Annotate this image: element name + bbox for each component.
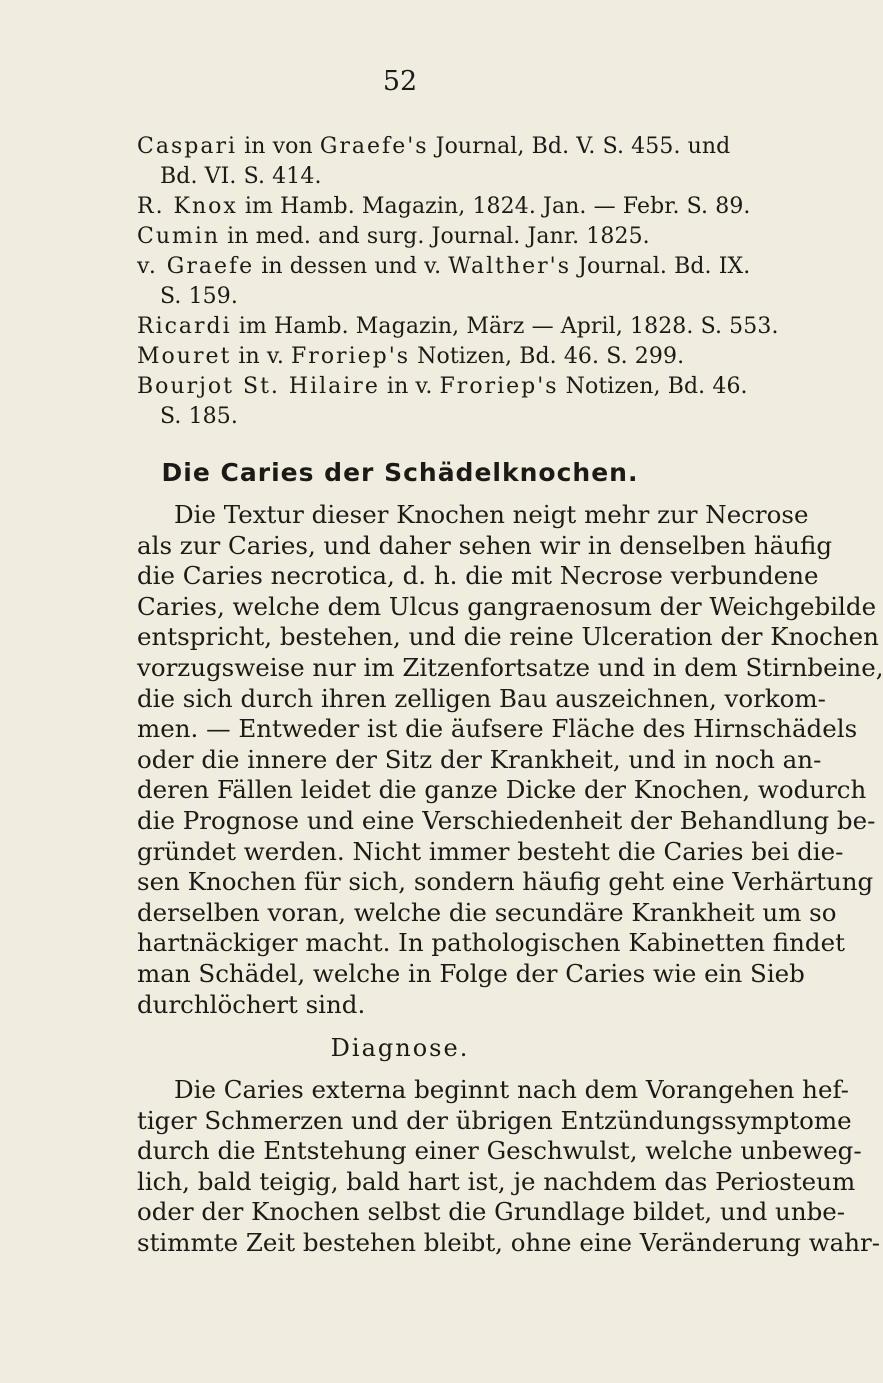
text-line: oder der Knochen selbst die Grundlage bildet, und unbe- [137, 1197, 846, 1227]
reference-entry [137, 132, 777, 192]
text-line: die Caries necrotica, d. h. die mit Necrose verbundene [137, 561, 819, 591]
reference-text: Notizen, Bd. 46. [558, 374, 748, 399]
author-name: Graefe's [319, 134, 429, 159]
text-line: man Schädel, welche in Folge der Caries wie ein Sieb [137, 958, 805, 988]
text-line: sen Knochen für sich, sondern häufig geht eine Verhärtung [137, 867, 874, 897]
text-line: durchlöchert sind. [137, 989, 366, 1019]
author-name: Froriep's [291, 344, 411, 369]
reference-entry [137, 312, 777, 342]
body-paragraph-1 [137, 500, 883, 1020]
text-line: als zur Caries, und daher sehen wir in denselben häufig [137, 530, 833, 560]
reference-list [137, 132, 777, 432]
text-line: stimmte Zeit bestehen bleibt, ohne eine Veränderung wahr- [137, 1227, 881, 1257]
author-name: v. Graefe [137, 254, 255, 279]
reference-text: in von [237, 134, 320, 159]
text-line: Die Textur dieser Knochen neigt mehr zur Necrose [174, 500, 809, 529]
reference-entry [137, 192, 777, 222]
reference-text: Notizen, Bd. 46. S. 299. [410, 344, 685, 369]
text-line: die Prognose und eine Verschiedenheit der Behandlung be- [137, 805, 876, 835]
reference-entry [137, 342, 777, 372]
reference-text: im Hamb. Magazin, 1824. Jan. — Febr. S. 89. [237, 194, 751, 219]
author-name: Cumin [137, 224, 221, 249]
reference-entry [137, 222, 777, 252]
body-paragraph-2 [137, 1075, 881, 1259]
page-number: 52 [382, 66, 418, 97]
reference-entry [137, 372, 777, 432]
text-line: tiger Schmerzen und der übrigen Entzündungssymptome [137, 1105, 852, 1135]
text-line: durch die Entstehung einer Geschwulst, welche unbeweg- [137, 1136, 862, 1166]
reference-continuation: Bd. VI. S. 414. [160, 164, 322, 189]
text-line: lich, bald teigig, bald hart ist, je nachdem das Periosteum [137, 1166, 856, 1196]
text-line: derselben voran, welche die secundäre Krankheit um so [137, 897, 837, 927]
author-name: Mouret [137, 344, 232, 369]
reference-text: in v. [231, 344, 292, 369]
reference-text: in v. [379, 374, 440, 399]
reference-text: in med. and surg. Journal. Janr. 1825. [220, 224, 650, 249]
reference-text: in dessen und v. [254, 254, 449, 279]
text-line: Caries, welche dem Ulcus gangraenosum der Weichgebilde [137, 591, 877, 621]
reference-text: Journal, Bd. V. S. 455. und [428, 134, 731, 159]
reference-text: Journal. Bd. IX. [571, 254, 751, 279]
text-line: deren Fällen leidet die ganze Dicke der Knochen, wodurch [137, 775, 867, 805]
text-line: entspricht, bestehen, und die reine Ulceration der Knochen [137, 622, 879, 652]
reference-text: im Hamb. Magazin, März — April, 1828. S. 553. [231, 314, 779, 339]
reference-entry [137, 252, 777, 312]
reference-continuation: S. 159. [160, 284, 238, 309]
text-line: hartnäckiger macht. In pathologischen Kabinetten findet [137, 928, 845, 958]
author-name: Ricardi [137, 314, 232, 339]
author-name: Bourjot St. Hilaire [137, 374, 380, 399]
text-line: gründet werden. Nicht immer besteht die Caries bei die- [137, 836, 844, 866]
section-heading: Die Caries der Schädelknochen. [161, 458, 639, 487]
text-line: Die Caries externa beginnt nach dem Vorangehen hef- [174, 1075, 849, 1104]
author-name: R. Knox [137, 194, 238, 219]
subsection-heading: Diagnose. [330, 1034, 470, 1062]
author-name: Walther's [448, 254, 572, 279]
reference-continuation: S. 185. [160, 404, 238, 429]
author-name: Froriep's [439, 374, 559, 399]
text-line: oder die innere der Sitz der Krankheit, und in noch an- [137, 744, 822, 774]
text-line: vorzugsweise nur im Zitzenfortsatze und in dem Stirnbeine, [137, 652, 883, 682]
text-line: die sich durch ihren zelligen Bau auszeichnen, vorkom- [137, 683, 826, 713]
text-line: men. — Entweder ist die äufsere Fläche des Hirnschädels [137, 714, 858, 744]
author-name: Caspari [137, 134, 237, 159]
